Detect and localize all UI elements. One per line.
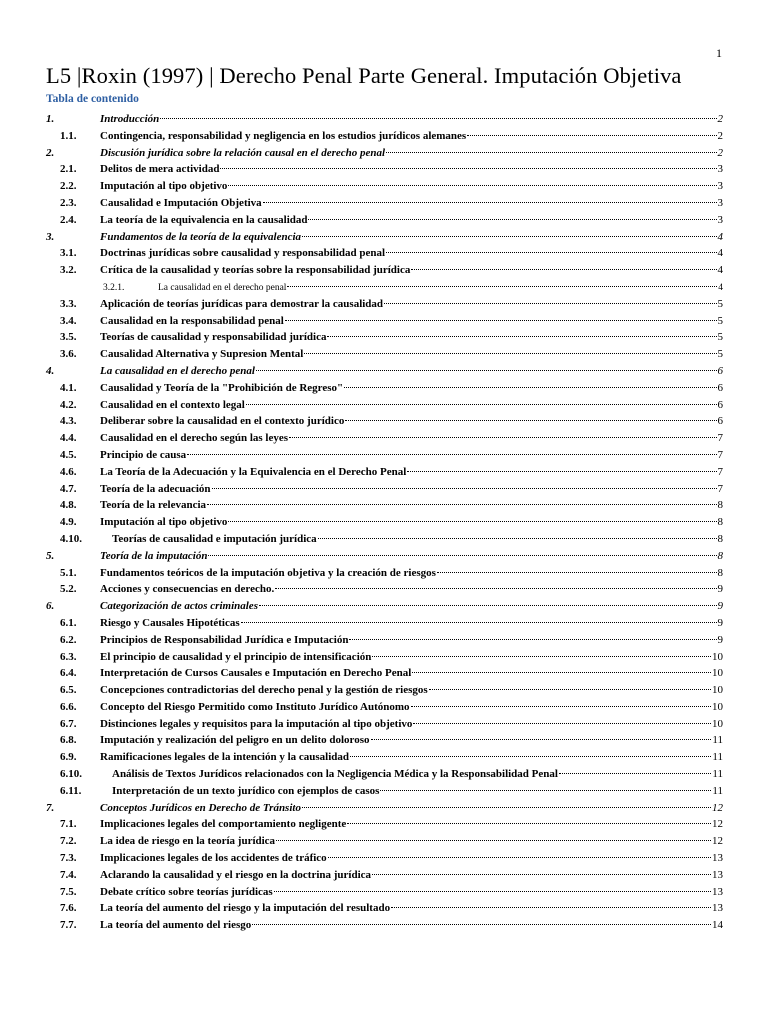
toc-entry-page: 4 (717, 247, 723, 260)
toc-entry-title[interactable]: Causalidad y Teoría de la "Prohibición de Regreso" (100, 381, 344, 394)
toc-entry-page: 4 (717, 264, 723, 277)
toc-dot-leader (187, 442, 716, 455)
toc-entry-page: 13 (712, 885, 723, 898)
toc-dot-leader (208, 543, 716, 556)
toc-dot-leader (347, 811, 711, 824)
toc-entry-title[interactable]: Acciones y consecuencias en derecho. (100, 583, 275, 596)
toc-entry-title[interactable]: Implicaciones legales de los accidentes de tráfico (100, 852, 327, 865)
toc-entry-page: 2 (717, 146, 723, 159)
toc-entry-title[interactable]: Fundamentos teóricos de la imputación objetiva y la creación de riesgos (100, 566, 436, 579)
toc-dot-leader (308, 207, 716, 220)
toc-dot-leader (328, 845, 711, 858)
toc-entry-title[interactable]: Teoría de la imputación (100, 549, 208, 562)
toc-entry-number: 2.4. (60, 213, 77, 226)
toc-entry-page: 5 (717, 348, 723, 361)
toc-entry-number: 4.7. (60, 482, 77, 495)
toc-entry-page: 2 (717, 129, 723, 142)
toc-entry-page: 13 (712, 868, 723, 881)
toc-entry-page: 2 (717, 113, 723, 125)
toc-entry-number: 7.3. (60, 852, 77, 865)
toc-entry-number: 1. (46, 113, 55, 125)
toc-entry-number: 4.9. (60, 516, 77, 529)
toc-dot-leader (160, 106, 716, 119)
toc-entry-title[interactable]: Análisis de Textos Jurídicos relacionados con la Negligencia Médica y la Responsabilidad Penal (112, 768, 558, 781)
toc-dot-leader (302, 224, 716, 237)
toc-entry-title[interactable]: La Teoría de la Adecuación y la Equivalencia en el Derecho Penal (100, 465, 407, 478)
toc-entry-page: 8 (717, 499, 723, 512)
toc-entry-title[interactable]: Implicaciones legales del comportamiento negligente (100, 818, 347, 831)
toc-entry-number: 7. (46, 801, 55, 814)
toc-entry-number: 6.7. (60, 717, 77, 730)
toc-entry-number: 6.6. (60, 700, 77, 713)
toc-dot-leader (302, 795, 711, 808)
toc-entry-title[interactable]: Causalidad en el contexto legal (100, 398, 245, 411)
toc-heading: Tabla de contenido (46, 93, 139, 105)
toc-entry-number: 2.2. (60, 180, 77, 193)
toc-dot-leader (228, 173, 716, 186)
toc-dot-leader (274, 879, 711, 892)
toc-dot-leader (318, 526, 717, 539)
toc-entry-title[interactable]: La teoría del aumento del riesgo y la imputación del resultado (100, 902, 391, 915)
toc-entry-page: 3 (717, 180, 723, 193)
toc-dot-leader (413, 711, 711, 724)
toc-dot-leader (467, 123, 716, 136)
toc-dot-leader (350, 744, 711, 757)
toc-entry-number: 6. (46, 600, 55, 613)
toc-entry-page: 6 (717, 381, 723, 394)
toc-entry-title[interactable]: Causalidad en el derecho según las leyes (100, 432, 289, 445)
toc-entry-number: 3.4. (60, 314, 77, 327)
table-of-contents (46, 109, 723, 932)
toc-entry-title[interactable]: Fundamentos de la teoría de la equivalencia (100, 230, 302, 243)
toc-entry-number: 3.2.1. (103, 282, 125, 293)
toc-entry-page: 8 (717, 532, 723, 545)
toc-dot-leader (559, 761, 711, 774)
toc-entry-page: 14 (712, 919, 723, 932)
toc-entry-page: 12 (712, 801, 723, 814)
toc-dot-leader (256, 358, 717, 371)
toc-entry-page: 5 (717, 297, 723, 310)
toc-entry-title[interactable]: La teoría de la equivalencia en la causalidad (100, 213, 308, 226)
toc-entry-page: 4 (718, 282, 723, 293)
toc-entry-number: 7.2. (60, 835, 77, 848)
toc-entry-page: 10 (712, 667, 723, 680)
toc-dot-leader (207, 492, 716, 505)
toc-entry-title[interactable]: La causalidad en el derecho penal (100, 364, 255, 377)
toc-dot-leader (252, 912, 711, 925)
toc-entry-title[interactable]: Riesgo y Causales Hipotéticas (100, 616, 240, 629)
toc-dot-leader (344, 375, 716, 388)
toc-entry-number: 4.2. (60, 398, 77, 411)
toc-entry-title[interactable]: Concepto del Riesgo Permitido como Instituto Jurídico Autónomo (100, 700, 410, 713)
toc-entry-page: 3 (717, 163, 723, 176)
toc-dot-leader (384, 291, 716, 304)
toc-dot-leader (285, 308, 717, 321)
toc-entry-title[interactable]: Deliberar sobre la causalidad en el contexto jurídico (100, 415, 345, 428)
toc-entry-page: 3 (717, 196, 723, 209)
toc-entry-number: 6.4. (60, 667, 77, 680)
toc-entry-title[interactable]: La idea de riesgo en la teoría jurídica (100, 835, 276, 848)
toc-dot-leader (289, 425, 716, 438)
toc-entry-page: 12 (712, 835, 723, 848)
toc-entry-title[interactable]: Teorías de causalidad y responsabilidad jurídica (100, 331, 327, 344)
toc-entry-number: 2.1. (60, 163, 77, 176)
toc-entry-title[interactable]: Aclarando la causalidad y el riesgo en la doctrina jurídica (100, 868, 372, 881)
toc-entry-number: 4.1. (60, 381, 77, 394)
toc-entry-number: 7.6. (60, 902, 77, 915)
toc-entry-number: 3. (46, 230, 55, 243)
toc-entry-title[interactable]: El principio de causalidad y el principio de intensificación (100, 650, 372, 663)
toc-entry-number: 6.10. (60, 768, 82, 781)
toc-dot-leader (345, 408, 716, 421)
toc-entry-title[interactable]: Imputación y realización del peligro en un delito doloroso (100, 734, 370, 747)
toc-entry-page: 8 (717, 566, 723, 579)
toc-entry-title[interactable]: Imputación al tipo objetivo (100, 180, 228, 193)
toc-entry-number: 4.4. (60, 432, 77, 445)
toc-entry-number: 6.9. (60, 751, 77, 764)
toc-entry-title[interactable]: Ramificaciones legales de la intención y la causalidad (100, 751, 350, 764)
toc-entry-page: 9 (717, 633, 723, 646)
toc-dot-leader (386, 240, 716, 253)
toc-entry-number: 4.5. (60, 448, 77, 461)
toc-dot-leader (212, 476, 717, 489)
toc-entry-title[interactable]: Principios de Responsabilidad Jurídica e Imputación (100, 633, 349, 646)
toc-entry-page: 5 (717, 314, 723, 327)
toc-entry-page: 9 (717, 616, 723, 629)
toc-entry-title[interactable]: La teoría del aumento del riesgo (100, 919, 252, 932)
toc-entry-number: 5.1. (60, 566, 77, 579)
toc-dot-leader (304, 341, 716, 354)
toc-entry-number: 7.7. (60, 919, 77, 932)
toc-entry-number: 4.8. (60, 499, 77, 512)
toc-entry-number: 3.2. (60, 264, 77, 277)
toc-entry-title[interactable]: Causalidad e Imputación Objetiva (100, 196, 262, 209)
toc-entry-number: 3.5. (60, 331, 77, 344)
toc-dot-leader (287, 274, 717, 287)
toc-entry-page: 11 (712, 734, 723, 747)
toc-entry-page: 11 (712, 751, 723, 764)
toc-entry-number: 2.3. (60, 196, 77, 209)
toc-dot-leader (429, 677, 711, 690)
toc-entry-number: 1.1. (60, 129, 77, 142)
toc-entry-page: 8 (717, 516, 723, 529)
document-title: L5 |Roxin (1997) | Derecho Penal Parte General. Imputación Objetiva (46, 63, 682, 88)
toc-dot-leader (371, 727, 712, 740)
toc-entry-title[interactable]: Contingencia, responsabilidad y negligencia en los estudios jurídicos alemanes (100, 129, 467, 142)
toc-entry-page: 6 (717, 364, 723, 377)
toc-dot-leader (391, 895, 711, 908)
toc-entry-page: 11 (712, 768, 723, 781)
toc-entry-number: 7.5. (60, 885, 77, 898)
toc-entry-title[interactable]: Concepciones contradictorias del derecho penal y la gestión de riesgos (100, 684, 428, 697)
toc-entry-number: 6.3. (60, 650, 77, 663)
toc-entry-page: 7 (717, 432, 723, 445)
toc-entry-page: 4 (717, 230, 723, 243)
toc-entry-page: 8 (717, 549, 723, 562)
toc-dot-leader (220, 156, 716, 169)
toc-dot-leader (386, 140, 716, 153)
toc-entry-title[interactable]: Introducción (100, 113, 160, 125)
toc-entry-number: 6.8. (60, 734, 77, 747)
toc-entry-number: 7.1. (60, 818, 77, 831)
toc-dot-leader (275, 576, 716, 589)
toc-entry-title[interactable]: Debate crítico sobre teorías jurídicas (100, 885, 273, 898)
toc-entry-title[interactable]: Teoría de la adecuación (100, 482, 211, 495)
toc-entry-title[interactable]: Distinciones legales y requisitos para la imputación al tipo objetivo (100, 717, 413, 730)
toc-dot-leader (228, 509, 716, 522)
toc-dot-leader (263, 190, 717, 203)
toc-dot-leader (259, 593, 717, 606)
toc-entry-page: 6 (717, 415, 723, 428)
toc-entry-number: 4.3. (60, 415, 77, 428)
toc-entry-title[interactable]: Conceptos Jurídicos en Derecho de Tránsito (100, 801, 301, 814)
toc-entry-number: 4.10. (60, 532, 82, 545)
toc-entry-number: 7.4. (60, 868, 77, 881)
toc-entry-number: 6.5. (60, 684, 77, 697)
toc-dot-leader (411, 694, 711, 707)
toc-entry-title[interactable]: Doctrinas jurídicas sobre causalidad y responsabilidad penal (100, 247, 386, 260)
toc-entry-page: 7 (717, 448, 723, 461)
toc-entry-page: 10 (712, 684, 723, 697)
toc-entry-number: 5. (46, 549, 55, 562)
toc-entry-number: 6.1. (60, 616, 77, 629)
toc-dot-leader (327, 324, 716, 337)
toc-entry-page: 12 (712, 818, 723, 831)
toc-entry-title[interactable]: Discusión jurídica sobre la relación causal en el derecho penal (100, 146, 386, 159)
toc-entry-number: 3.6. (60, 348, 77, 361)
toc-dot-leader (412, 660, 711, 673)
toc-entry-page: 5 (717, 331, 723, 344)
toc-entry-number: 6.2. (60, 633, 77, 646)
toc-entry-title[interactable]: Categorización de actos criminales (100, 600, 258, 613)
toc-dot-leader (372, 862, 711, 875)
toc-dot-leader (437, 560, 717, 573)
toc-entry-title[interactable]: Principio de causa (100, 448, 187, 461)
toc-entry-page: 10 (712, 650, 723, 663)
toc-dot-leader (241, 610, 717, 623)
toc-dot-leader (276, 828, 711, 841)
toc-entry-page: 3 (717, 213, 723, 226)
toc-entry-page: 9 (717, 583, 723, 596)
toc-entry-page: 9 (717, 600, 723, 613)
toc-entry-number: 3.1. (60, 247, 77, 260)
toc-entry-title[interactable]: Teoría de la relevancia (100, 499, 207, 512)
toc-entry[interactable] (46, 915, 723, 932)
toc-dot-leader (380, 778, 711, 791)
toc-entry-page: 10 (712, 717, 723, 730)
toc-entry-page: 13 (712, 902, 723, 915)
toc-dot-leader (246, 392, 717, 405)
toc-dot-leader (407, 459, 716, 472)
toc-entry-title[interactable]: Imputación al tipo objetivo (100, 516, 228, 529)
toc-entry-page: 11 (712, 784, 723, 797)
toc-entry-number: 4. (46, 364, 55, 377)
toc-entry-number: 5.2. (60, 583, 77, 596)
toc-entry-title[interactable]: Teorías de causalidad e imputación jurídica (112, 532, 317, 545)
toc-entry-page: 13 (712, 852, 723, 865)
toc-dot-leader (349, 627, 716, 640)
toc-entry-title[interactable]: Causalidad Alternativa y Supresion Mental (100, 348, 304, 361)
toc-entry-title[interactable]: Aplicación de teorías jurídicas para demostrar la causalidad (100, 297, 384, 310)
toc-entry-number: 2. (46, 146, 55, 159)
toc-entry-page: 6 (717, 398, 723, 411)
toc-entry-page: 10 (712, 700, 723, 713)
toc-entry-title[interactable]: Delitos de mera actividad (100, 163, 220, 176)
toc-entry-title[interactable]: Interpretación de un texto jurídico con ejemplos de casos (112, 784, 380, 797)
toc-entry-title[interactable]: La causalidad en el derecho penal (158, 282, 287, 293)
toc-entry-title[interactable]: Crítica de la causalidad y teorías sobre la responsabilidad jurídica (100, 264, 411, 277)
toc-entry-title[interactable]: Interpretación de Cursos Causales e Imputación en Derecho Penal (100, 667, 412, 680)
toc-dot-leader (372, 644, 711, 657)
toc-entry-number: 6.11. (60, 784, 82, 797)
toc-entry-page: 7 (717, 465, 723, 478)
toc-entry-title[interactable]: Causalidad en la responsabilidad penal (100, 314, 284, 327)
toc-entry-page: 7 (717, 482, 723, 495)
page-number: 1 (716, 46, 722, 60)
toc-entry-number: 4.6. (60, 465, 77, 478)
toc-dot-leader (411, 257, 716, 270)
toc-entry-number: 3.3. (60, 297, 77, 310)
